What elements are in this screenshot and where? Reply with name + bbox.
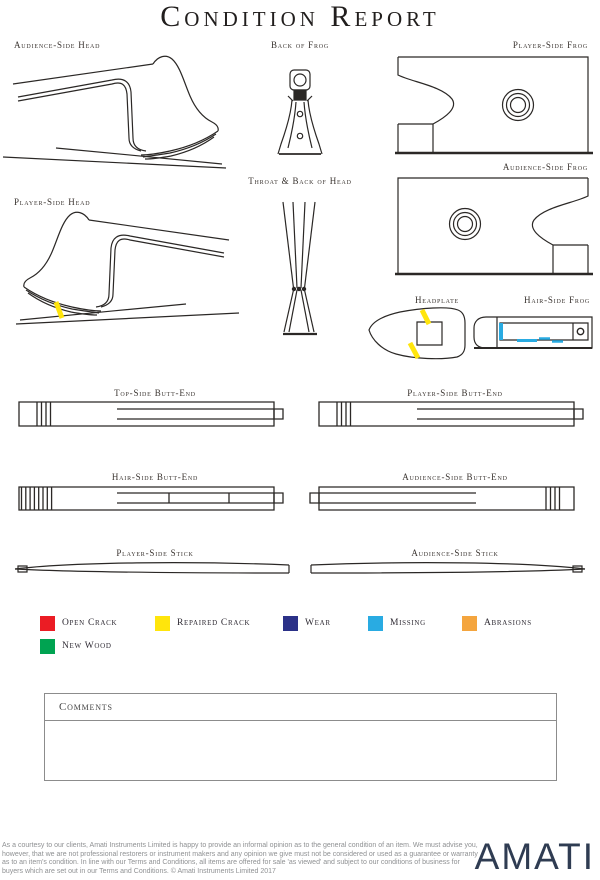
legend-item-wear: [283, 615, 331, 631]
legend-item-abrasions: [462, 615, 532, 631]
hair-side-butt-end-diagram: [16, 484, 286, 514]
legend-swatch: [40, 639, 55, 654]
legend-swatch: [155, 616, 170, 631]
legend-label: New Wood: [62, 641, 112, 651]
frog-eye: [503, 90, 534, 121]
player-side-stick-diagram: [12, 558, 292, 580]
headplate-mortise: [417, 322, 442, 345]
comments-box: [44, 693, 557, 781]
legend-swatch: [40, 616, 55, 631]
back-of-frog-diagram: [272, 66, 328, 158]
lapping-lines: [37, 402, 51, 426]
label-audience-side-stick: Audience-Side Stick: [411, 548, 499, 558]
player-side-head-diagram: [12, 208, 242, 338]
audience-side-butt-end-diagram: [304, 484, 586, 514]
frog-heel: [398, 124, 433, 152]
label-hair-side-butt-end: Hair-Side Butt-End: [111, 472, 199, 482]
legend-label: Missing: [390, 618, 426, 628]
label-audience-side-head: Audience-Side Head: [14, 40, 101, 50]
player-side-frog-diagram: [394, 53, 596, 159]
top-side-butt-end-diagram: [16, 399, 286, 429]
throat-back-of-head-diagram: [272, 196, 328, 344]
legend-label: Repaired Crack: [177, 618, 251, 628]
legend-item-new-wood: [40, 638, 112, 654]
button-cap: [574, 409, 583, 419]
label-top-side-butt-end: Top-Side Butt-End: [114, 388, 196, 398]
button-cap: [274, 493, 283, 503]
amati-logo: AMATI: [474, 836, 595, 877]
comments-input[interactable]: [45, 721, 556, 781]
lapping-lines: [337, 402, 351, 426]
frog-eye: [297, 111, 302, 116]
page-title: Condition Report: [160, 0, 440, 33]
legend-item-open-crack: [40, 615, 117, 631]
legend-swatch: [462, 616, 477, 631]
headplate-diagram: [366, 303, 468, 361]
frog-throat: [532, 178, 588, 245]
frog-heel: [553, 245, 588, 273]
audience-side-frog-diagram: [394, 174, 596, 280]
label-player-side-butt-end: Player-Side Butt-End: [407, 388, 503, 398]
lapping-lines: [546, 487, 560, 510]
button-cap: [310, 493, 319, 503]
waist-dot: [297, 287, 300, 290]
label-audience-side-frog: Audience-Side Frog: [502, 162, 588, 172]
button-cap: [274, 409, 283, 419]
audience-side-stick-diagram: [308, 558, 588, 580]
label-player-side-frog: Player-Side Frog: [512, 40, 588, 50]
legend-label: Wear: [305, 618, 331, 628]
legend-label: Abrasions: [484, 618, 532, 628]
frog-throat: [398, 57, 454, 124]
disclaimer-text: As a courtesy to our clients, Amati Instruments Limited is happy to provide an informal opinion as to the general condition of an item. We must advise you, however, that we are not professional restorers or instrument makers and any opinion we give must not be considered or used as a guarantee or warranty as to an item's condition. In line with our Terms and Conditions, all items are offered for sale 'as viewed' and subject to our conditions of business for buyers which are set out in our Terms and Conditions. © Amati Instruments Limited 2017: [2, 842, 478, 875]
label-headplate: Headplate: [414, 295, 460, 305]
comments-label: Comments: [59, 701, 113, 713]
label-audience-side-butt-end: Audience-Side Butt-End: [402, 472, 508, 482]
legend-item-missing: [368, 615, 426, 631]
label-back-of-frog: Back of Frog: [270, 40, 330, 50]
legend-swatch: [283, 616, 298, 631]
label-player-side-stick: Player-Side Stick: [116, 548, 194, 558]
comments-header: [45, 694, 556, 721]
frog-screw-eye: [577, 328, 583, 334]
button-outline: [290, 70, 310, 90]
audience-side-head-diagram: [0, 52, 230, 178]
frog-eye: [450, 209, 481, 240]
legend-label: Open Crack: [62, 618, 118, 628]
label-throat-back-of-head: Throat & Back of Head: [248, 176, 352, 186]
legend-swatch: [368, 616, 383, 631]
player-side-butt-end-diagram: [316, 399, 586, 429]
frog-eye: [297, 133, 302, 138]
hair-side-frog-diagram: [470, 313, 596, 353]
button-circle: [294, 74, 306, 86]
lapping-lines: [22, 487, 52, 510]
legend-item-repaired-crack: [155, 615, 250, 631]
label-player-side-head: Player-Side Head: [14, 197, 91, 207]
label-hair-side-frog: Hair-Side Frog: [524, 295, 590, 305]
button-collar: [294, 90, 306, 100]
